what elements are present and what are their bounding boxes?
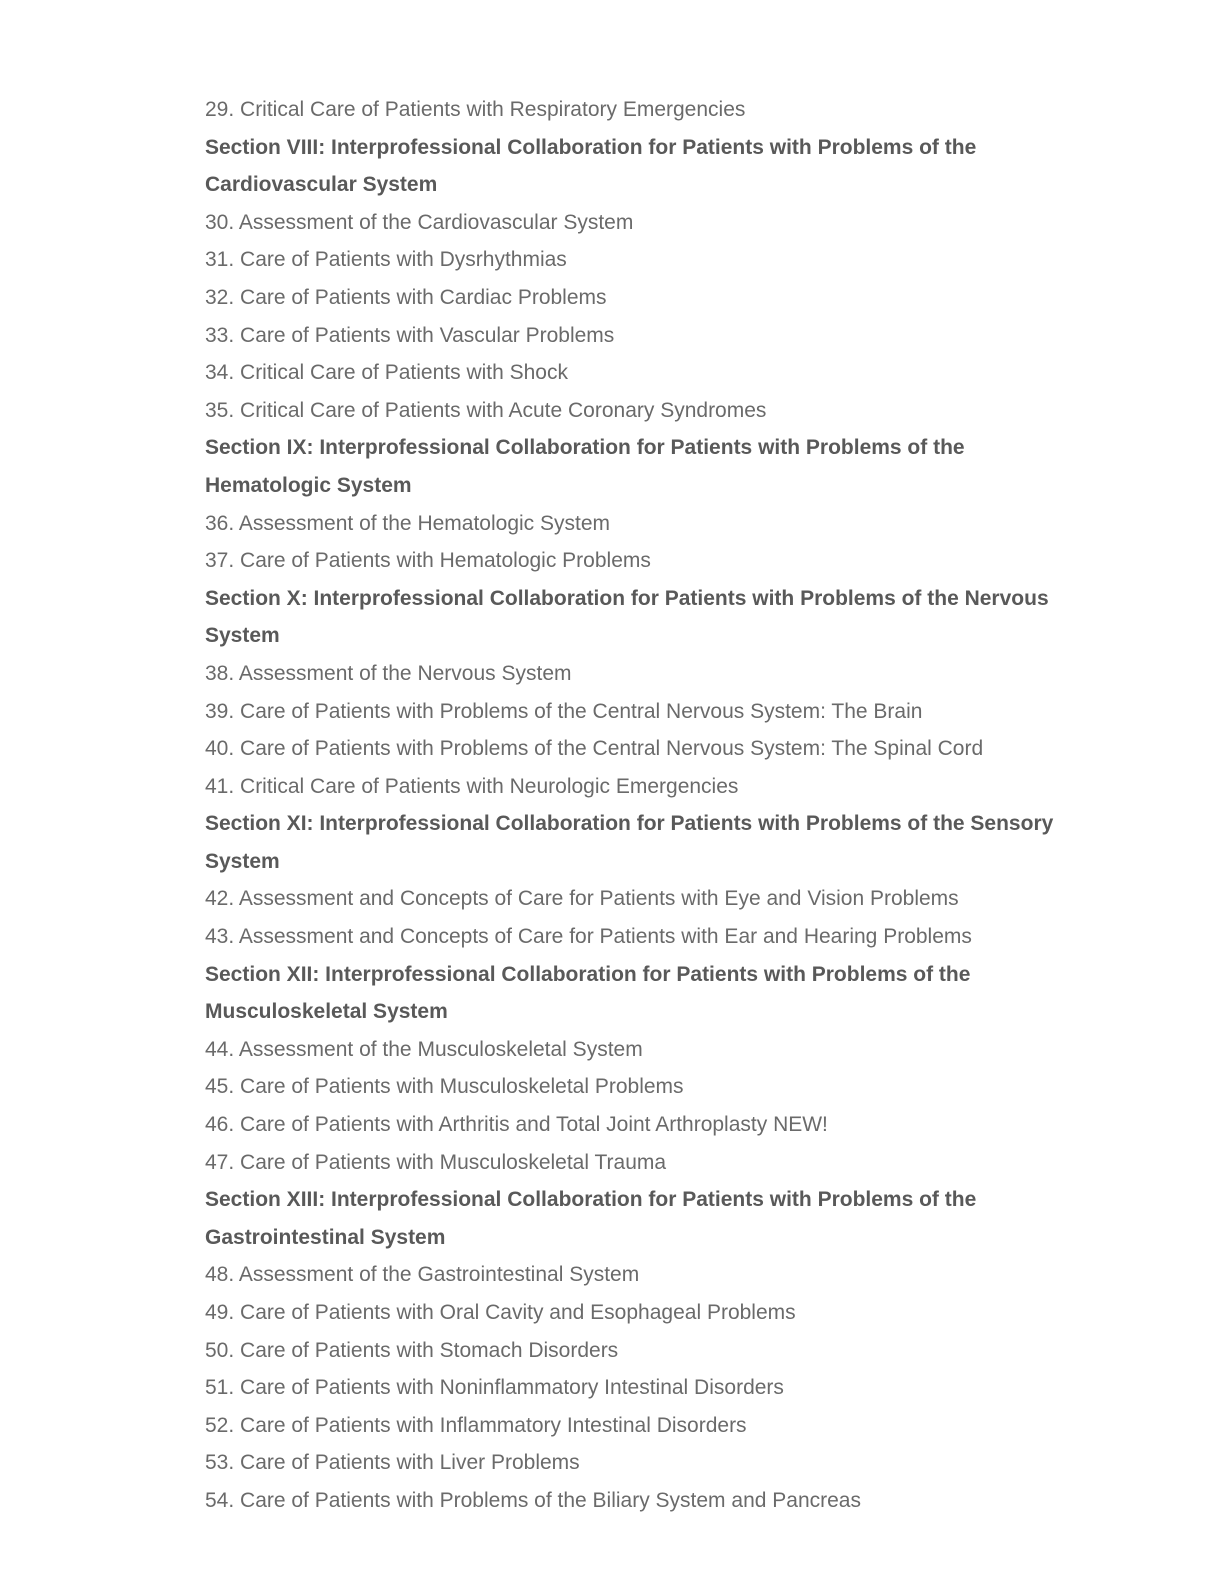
chapter-entry: 41. Critical Care of Patients with Neurologic Emergencies [205,774,739,798]
chapter-entry: 48. Assessment of the Gastrointestinal System [205,1263,640,1287]
section-heading-line: System [205,849,280,873]
section-heading-line: Musculoskeletal System [205,1000,448,1024]
chapter-entry: 53. Care of Patients with Liver Problems [205,1451,580,1475]
chapter-entry: 40. Care of Patients with Problems of the Central Nervous System: The Spinal Cord [205,737,984,761]
chapter-entry: 47. Care of Patients with Musculoskeletal Trauma [205,1150,667,1174]
chapter-entry: 34. Critical Care of Patients with Shock [205,361,568,385]
document-page [205,91,1125,1520]
chapter-entry: 33. Care of Patients with Vascular Problems [205,323,615,347]
chapter-entry: 39. Care of Patients with Problems of the Central Nervous System: The Brain [205,699,923,723]
chapter-entry: 43. Assessment and Concepts of Care for Patients with Ear and Hearing Problems [205,925,972,949]
chapter-entry: 46. Care of Patients with Arthritis and Total Joint Arthroplasty NEW! [205,1113,828,1137]
section-heading-line: Gastrointestinal System [205,1225,446,1249]
section-heading-line: System [205,624,280,648]
chapter-entry: 38. Assessment of the Nervous System [205,661,572,685]
section-heading-line: Section IX: Interprofessional Collaboration for Patients with Problems of the [205,436,965,460]
chapter-entry: 45. Care of Patients with Musculoskeletal Problems [205,1075,684,1099]
section-heading-line: Section X: Interprofessional Collaboration for Patients with Problems of the Nervous [205,586,1049,610]
section-heading-line: Section VIII: Interprofessional Collaboration for Patients with Problems of the [205,135,977,159]
chapter-entry: 29. Critical Care of Patients with Respiratory Emergencies [205,98,746,121]
section-heading-line: Cardiovascular System [205,173,438,197]
table-of-contents [205,91,1125,1520]
chapter-entry: 31. Care of Patients with Dysrhythmias [205,248,567,272]
chapter-entry: 49. Care of Patients with Oral Cavity and Esophageal Problems [205,1301,796,1324]
chapter-entry: 35. Critical Care of Patients with Acute Coronary Syndromes [205,398,767,422]
chapter-entry: 42. Assessment and Concepts of Care for Patients with Eye and Vision Problems [205,887,959,911]
section-heading-line: Section XIII: Interprofessional Collaboration for Patients with Problems of the [205,1188,977,1212]
chapter-entry: 32. Care of Patients with Cardiac Problems [205,285,607,309]
chapter-entry: 36. Assessment of the Hematologic System [205,511,611,535]
chapter-entry: 51. Care of Patients with Noninflammatory Intestinal Disorders [205,1376,784,1400]
chapter-entry: 54. Care of Patients with Problems of the Biliary System and Pancreas [205,1488,861,1512]
section-heading-line: Hematologic System [205,473,412,497]
chapter-entry: 44. Assessment of the Musculoskeletal System [205,1037,643,1061]
section-heading-line: Section XI: Interprofessional Collaboration for Patients with Problems of the Sensory [205,812,1054,836]
chapter-entry: 37. Care of Patients with Hematologic Problems [205,549,651,573]
section-heading-line: Section XII: Interprofessional Collaboration for Patients with Problems of the [205,962,971,986]
chapter-entry: 50. Care of Patients with Stomach Disorders [205,1338,619,1362]
chapter-entry: 30. Assessment of the Cardiovascular System [205,210,634,234]
chapter-entry: 52. Care of Patients with Inflammatory Intestinal Disorders [205,1413,747,1437]
